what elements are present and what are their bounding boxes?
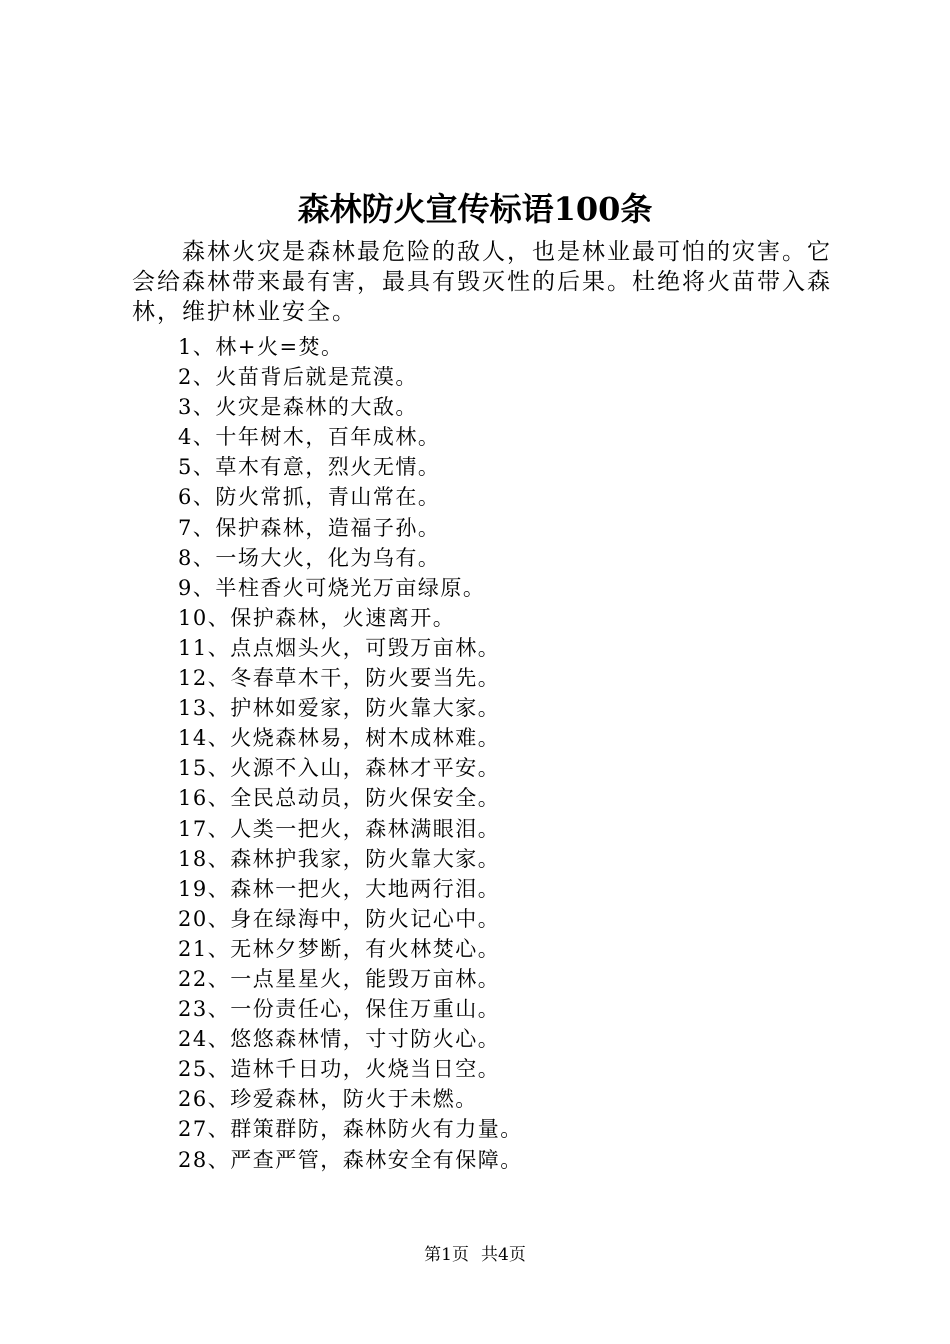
list-item: 22、一点星星火，能毁万亩林。 [178,966,501,991]
list-item: 11、点点烟头火，可毁万亩林。 [178,635,501,660]
list-item: 10、保护森林，火速离开。 [178,605,456,630]
list-item: 24、悠悠森林情，寸寸防火心。 [178,1027,501,1052]
page-number-current: 第1页 [424,1245,469,1265]
list-item: 20、身在绿海中，防火记心中。 [178,906,501,931]
list-item: 7、保护森林，造福子孙。 [178,515,441,540]
intro-paragraph: 森林火灾是森林最危险的敌人，也是林业最可怕的灾害。它会给森林带来最有害，最具有毁灭性的后果。杜绝将火苗带入森林，维护林业安全。 [132,239,832,325]
list-item: 6、防火常抓，青山常在。 [178,485,441,510]
document-title: 森林防火宣传标语100条 [297,190,653,228]
list-item: 13、护林如爱家，防火靠大家。 [178,696,501,721]
list-item: 28、严查严管，森林安全有保障。 [178,1147,523,1172]
page-footer [0,1243,950,1267]
list-item: 3、火灾是森林的大敌。 [178,395,418,420]
list-item: 15、火源不入山，森林才平安。 [178,756,501,781]
list-item: 14、火烧森林易，树木成林难。 [178,726,501,751]
slogan-list [178,332,523,1175]
list-item: 12、冬春草木干，防火要当先。 [178,666,501,691]
page-number-total: 共4页 [481,1245,526,1265]
list-item: 23、一份责任心，保住万重山。 [178,997,501,1022]
list-item: 1、林+火=焚。 [178,335,344,359]
list-item: 19、森林一把火，大地两行泪。 [178,876,501,901]
list-item: 17、人类一把火，森林满眼泪。 [178,816,501,841]
list-item: 4、十年树木，百年成林。 [178,425,441,450]
list-item: 25、造林千日功，火烧当日空。 [178,1057,501,1082]
list-item: 18、森林护我家，防火靠大家。 [178,846,501,871]
list-item: 9、半柱香火可烧光万亩绿原。 [178,575,486,600]
list-item: 5、草木有意，烈火无情。 [178,455,441,480]
list-item: 27、群策群防，森林防火有力量。 [178,1117,523,1142]
list-item: 2、火苗背后就是荒漠。 [178,365,418,390]
list-item: 26、珍爱森林，防火于未燃。 [178,1087,478,1112]
list-item: 8、一场大火，化为乌有。 [178,545,441,570]
list-item: 21、无林夕梦断，有火林焚心。 [178,936,501,961]
list-item: 16、全民总动员，防火保安全。 [178,786,501,811]
